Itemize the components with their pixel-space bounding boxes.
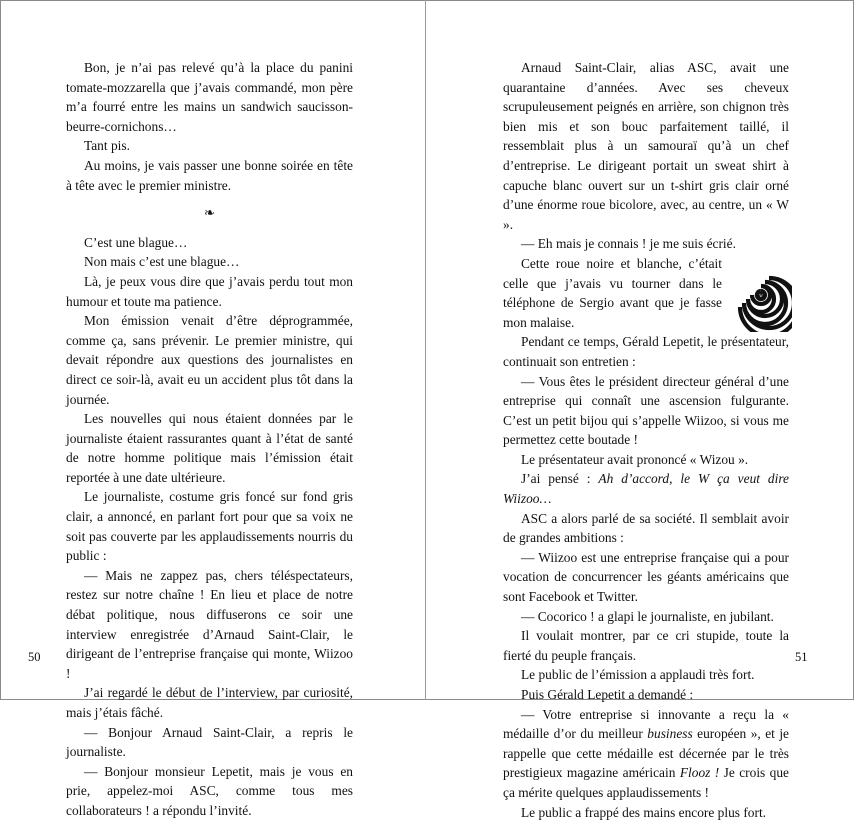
paragraph-award: [503, 705, 789, 803]
paragraph: Le public a frappé des mains encore plus fort.: [521, 804, 767, 820]
paragraph: C’est une blague…: [84, 234, 188, 250]
right-page: [503, 58, 789, 822]
award-italic: Flooz !: [679, 765, 720, 781]
paragraph: Au moins, je vais passer une bonne soirée en tête à tête avec le premier ministre.: [66, 157, 353, 193]
paragraph: — Vous êtes le président directeur général d’une entreprise qui connaît une ascension fulgurante. C’est un petit bijou qui s’appelle Wiizoo, si vous me permettez cette boutade !: [503, 373, 789, 448]
paragraph-thought: [503, 469, 789, 508]
paragraph: — Wiizoo est une entreprise française qui a pour vocation de concurrencer les géants américains que sont Facebook et Twitter.: [503, 549, 789, 605]
paragraph: Pendant ce temps, Gérald Lepetit, le présentateur, continuait son entretien :: [503, 334, 789, 369]
paragraph: — Bonjour monsieur Lepetit, mais je vous en prie, appelez-moi ASC, comme tous mes collaborateurs ! a répondu l’invité.: [66, 763, 353, 818]
logo-letter: W: [755, 290, 767, 303]
award-text: Je crois que ça mérite quelques applaudissements !: [503, 765, 790, 800]
paragraph: Le présentateur avait prononcé « Wizou ».: [521, 451, 749, 467]
paragraph: Arnaud Saint-Clair, alias ASC, avait une quarantaine d’années. Avec ses cheveux scrupuleusement peignés en arrière, son chignon très bien mis et son bouc parfaitement taillé, il ressemblait plus à un samouraï qu’à un chef d’entreprise. Le dirigeant portait un sweat shirt à capuche blanc ouvert sur un t-shirt gris clair orné d’une énorme roue bicolore, avec, au centre, un « W ».: [503, 60, 789, 232]
award-text: européen », et je rappelle que cette médaille est décernée par le très prestigieux magazine américain: [503, 726, 789, 781]
page-number-left: 50: [28, 650, 41, 664]
thought-italic: Ah d’accord, le W ça veut dire Wiizoo…: [503, 471, 790, 507]
paragraph: Mon émission venait d’être déprogrammée, comme ça, sans prévenir. Le premier ministre, qui devait répondre aux questions des journalistes en direct ce soir-là, avait eu un accident plus tôt dans la journée.: [66, 313, 353, 407]
book-spine: [425, 0, 426, 700]
paragraph: Le public de l’émission a applaudi très fort.: [521, 667, 755, 683]
paragraph: Non mais c’est une blague…: [84, 254, 240, 270]
paragraph: J’ai regardé le début de l’interview, par curiosité, mais j’étais fâché.: [66, 685, 353, 720]
award-text: — Votre entreprise si innovante a reçu la « médaille d’or du meilleur: [503, 706, 789, 742]
section-ornament-icon: ❧: [204, 205, 215, 221]
paragraph: Bon, je n’ai pas relevé qu’à la place du panini tomate-mozzarella que j’avais commandé, mon père m’a fourré entre les mains un sandwich saucisson-beurre-cornichons…: [66, 60, 353, 134]
paragraph: ASC a alors parlé de sa société. Il semblait avoir de grandes ambitions :: [503, 510, 789, 546]
thought-prefix: J’ai pensé :: [521, 471, 599, 487]
paragraph: Là, je peux vous dire que j’avais perdu tout mon humour et toute ma patience.: [66, 273, 353, 309]
paragraph: Puis Gérald Lepetit a demandé :: [521, 687, 694, 702]
paragraph: Il voulait montrer, par ce cri stupide, toute la fierté du peuple français.: [503, 628, 789, 663]
paragraph: — Bonjour Arnaud Saint-Clair, a repris le journaliste.: [66, 724, 353, 760]
paragraph: — Mais ne zappez pas, chers téléspectateurs, restez sur notre chaîne ! En lieu et place de notre débat politique, nous diffuserons ce soir une interview enregistrée d’Arnaud Saint-Clair, le dirigeant de l’entreprise française qui monte, Wiizoo !: [66, 567, 353, 681]
paragraph: Cette roue noire et blanche, c’était celle que j’avais vu tourner dans le téléphone de Sergio avant que je fasse mon malaise.: [503, 255, 722, 330]
wiizoo-spiral-logo: [730, 258, 792, 332]
left-page: [66, 58, 353, 821]
paragraph: Les nouvelles qui nous étaient données par le journaliste étaient rassurantes quant à l’état de santé de notre homme politique mais l’émission était reportée à une date ultérieure.: [66, 411, 353, 485]
spiral-icon: [730, 258, 792, 332]
paragraph: Le journaliste, costume gris foncé sur fond gris clair, a annoncé, en parlant fort pour que sa voix ne soit pas couverte par les applaudissements nourris du public :: [66, 489, 353, 564]
paragraph: — Eh mais je connais ! je me suis écrié.: [521, 236, 736, 252]
page-number-right: 51: [795, 650, 808, 664]
paragraph: Tant pis.: [84, 138, 130, 154]
award-italic: business: [647, 726, 693, 742]
paragraph: — Cocorico ! a glapi le journaliste, en jubilant.: [521, 608, 774, 624]
